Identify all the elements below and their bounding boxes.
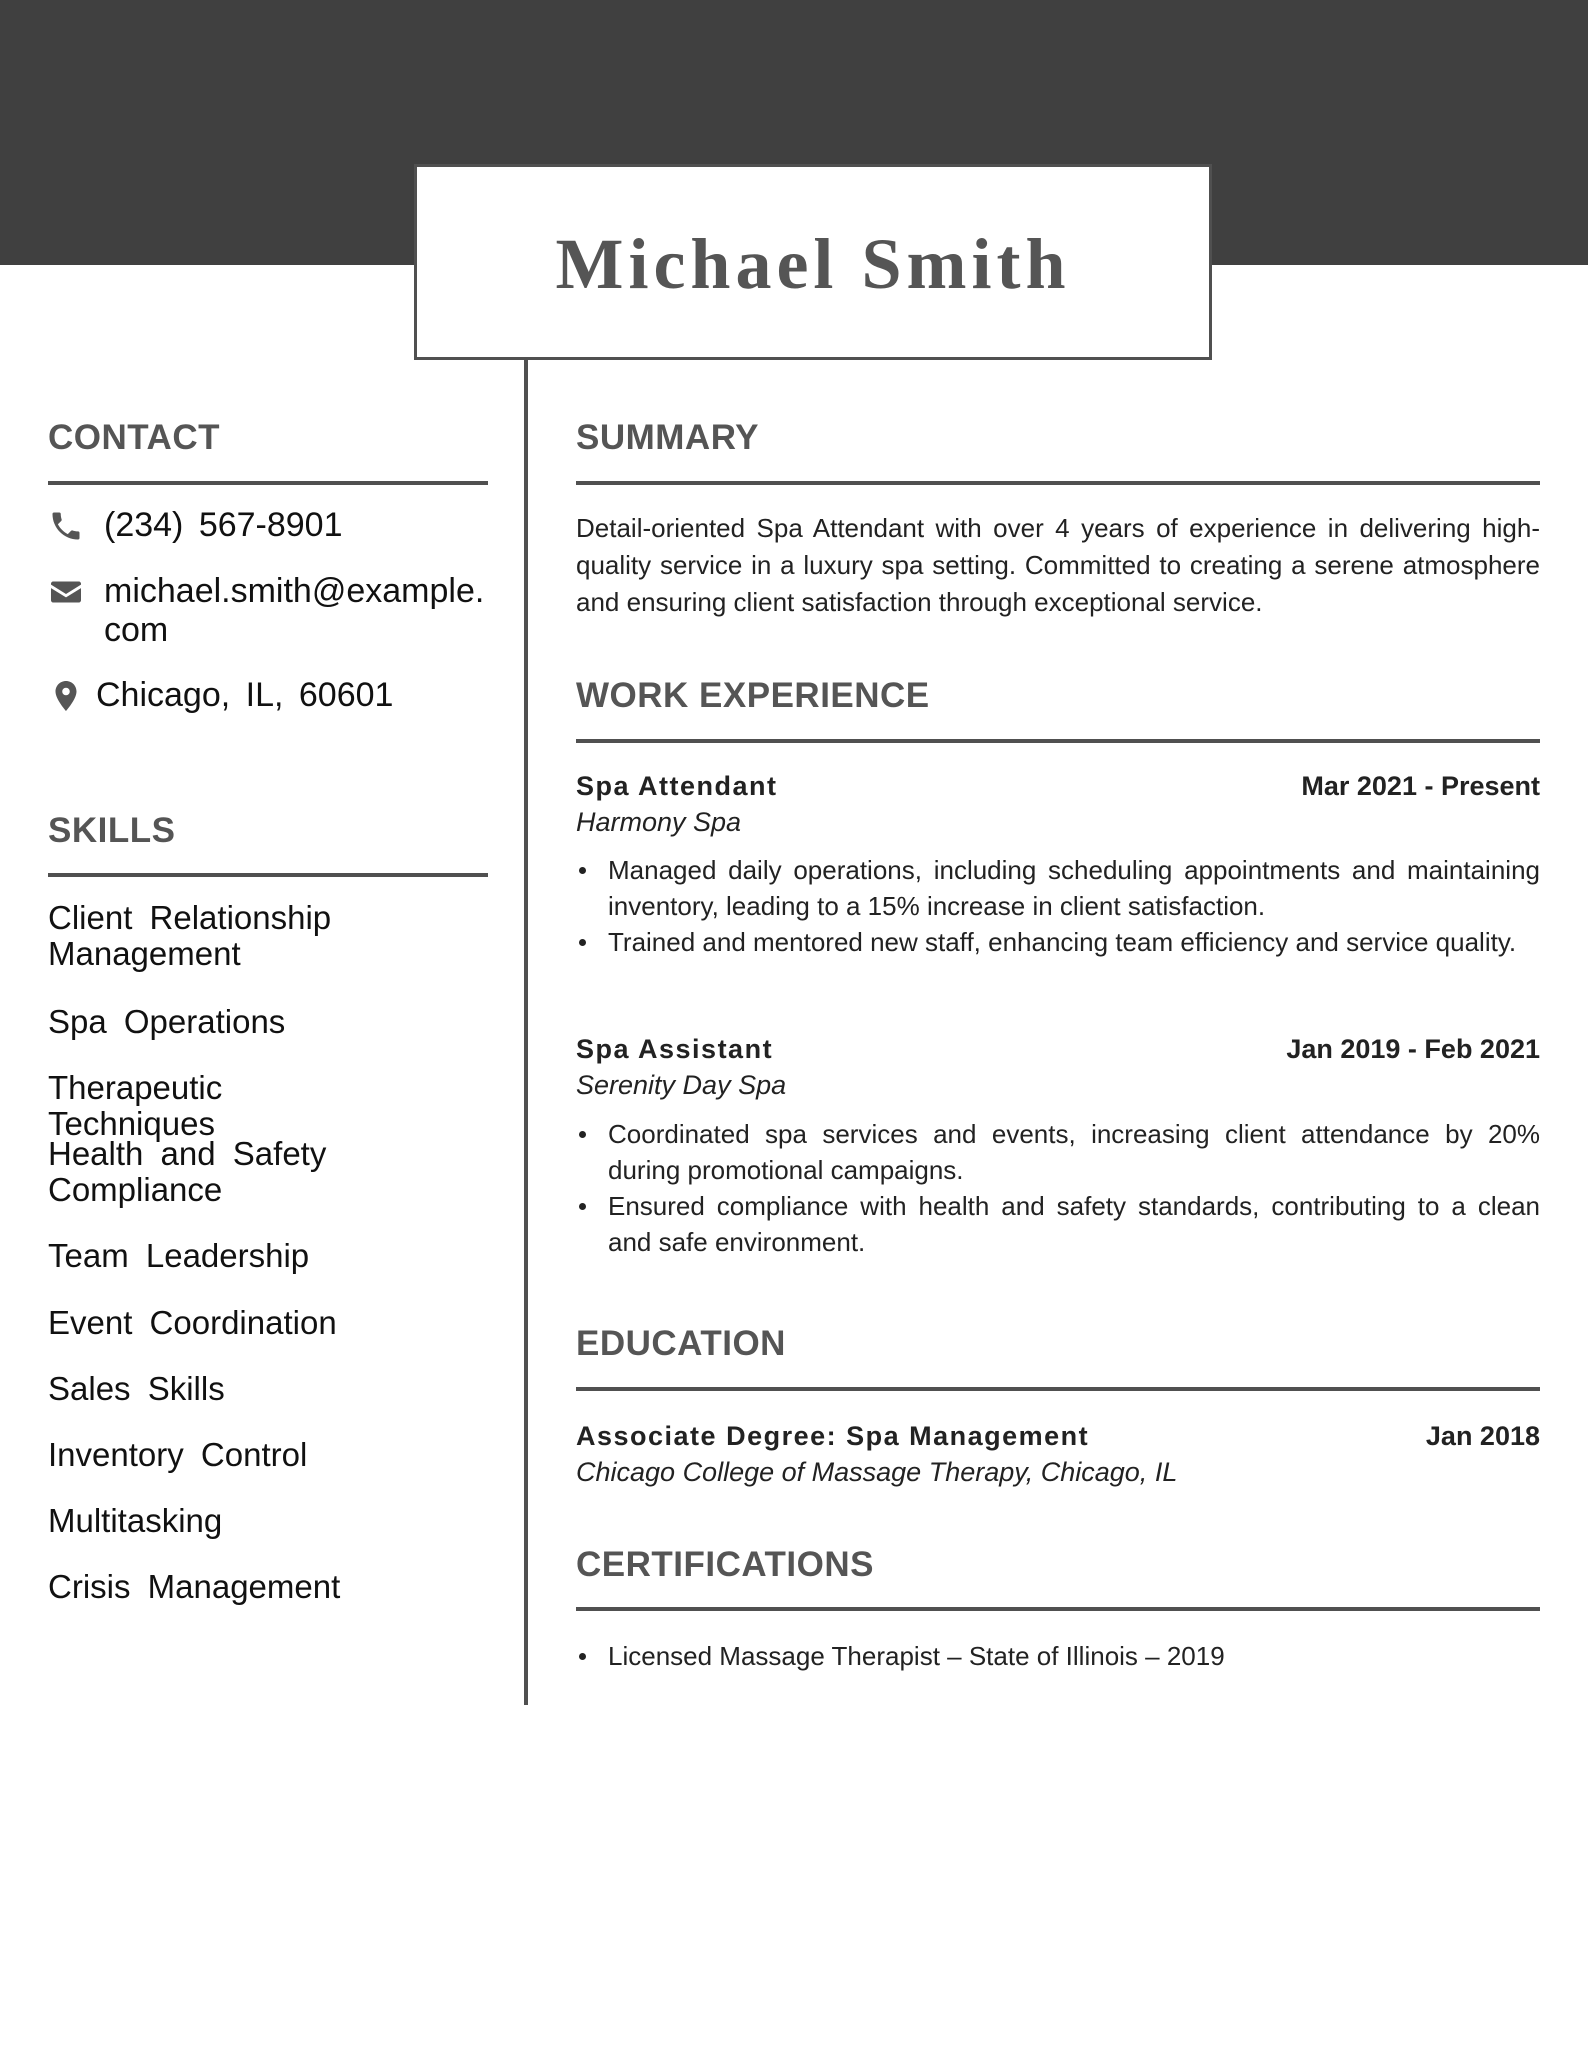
education-header <box>576 1421 1540 1452</box>
contact-email <box>48 572 484 650</box>
location-pin-icon <box>48 678 84 714</box>
contact-location <box>48 676 393 715</box>
skill-item: Team Leadership <box>48 1237 310 1274</box>
job-bullets <box>576 852 1540 960</box>
education-date: Jan 2018 <box>1425 1421 1540 1451</box>
skill-item: Spa Operations <box>48 1003 286 1040</box>
skill-item: Therapeutic Techniques <box>48 1069 223 1142</box>
phone-icon <box>48 508 84 544</box>
envelope-icon <box>48 574 84 610</box>
summary-heading: SUMMARY <box>576 418 760 457</box>
skill-item: Crisis Management <box>48 1568 341 1605</box>
email-address: michael.smith@example. com <box>104 572 485 649</box>
job-header <box>576 771 1540 802</box>
job-header <box>576 1034 1540 1065</box>
column-divider <box>524 360 528 1705</box>
bullet-item: Managed daily operations, including scheduling appointments and maintaining inventory, leading to a 15% increase in client satisfaction. <box>576 852 1540 924</box>
education-heading: EDUCATION <box>576 1324 786 1363</box>
work-rule <box>576 739 1540 743</box>
work-heading: WORK EXPERIENCE <box>576 676 930 715</box>
job-title: Spa Assistant <box>576 1034 774 1064</box>
candidate-name: Michael Smith <box>555 223 1071 304</box>
skill-item: Event Coordination <box>48 1304 337 1341</box>
school: Chicago College of Massage Therapy, Chicago, IL <box>576 1457 1178 1487</box>
skill-item: Multitasking <box>48 1502 223 1539</box>
contact-rule <box>48 481 488 485</box>
job-dates: Jan 2019 - Feb 2021 <box>1286 1034 1540 1064</box>
contact-heading: CONTACT <box>48 418 220 457</box>
certifications-rule <box>576 1607 1540 1611</box>
education-rule <box>576 1387 1540 1391</box>
job-dates: Mar 2021 - Present <box>1301 771 1540 801</box>
bullet-item: Coordinated spa services and events, increasing client attendance by 20% during promotional campaigns. <box>576 1116 1540 1188</box>
phone-number: (234) 567-8901 <box>104 506 343 544</box>
job-title: Spa Attendant <box>576 771 778 801</box>
summary-rule <box>576 481 1540 485</box>
certification-item: Licensed Massage Therapist – State of Illinois – 2019 <box>576 1638 1540 1674</box>
skills-rule <box>48 873 488 877</box>
location-text: Chicago, IL, 60601 <box>96 676 394 714</box>
certifications-heading: CERTIFICATIONS <box>576 1545 875 1584</box>
job-company: Serenity Day Spa <box>576 1070 787 1100</box>
skill-item: Client Relationship Management <box>48 899 332 972</box>
contact-phone <box>48 506 343 545</box>
skill-item: Inventory Control <box>48 1436 308 1473</box>
skill-item: Health and Safety Compliance <box>48 1135 327 1208</box>
certification-list <box>576 1638 1540 1674</box>
skills-heading: SKILLS <box>48 811 176 850</box>
job-bullets <box>576 1116 1540 1260</box>
degree: Associate Degree: Spa Management <box>576 1421 1090 1451</box>
bullet-item: Ensured compliance with health and safety standards, contributing to a clean and safe environment. <box>576 1188 1540 1260</box>
job-company: Harmony Spa <box>576 807 742 837</box>
name-box <box>414 164 1212 360</box>
summary-text: Detail-oriented Spa Attendant with over 4 years of experience in delivering high-quality service in a luxury spa setting. Committed to creating a serene atmosphere and ensuring client satisfaction through exceptional service. <box>576 513 1540 617</box>
skill-item: Sales Skills <box>48 1370 225 1407</box>
bullet-item: Trained and mentored new staff, enhancing team efficiency and service quality. <box>576 924 1540 960</box>
